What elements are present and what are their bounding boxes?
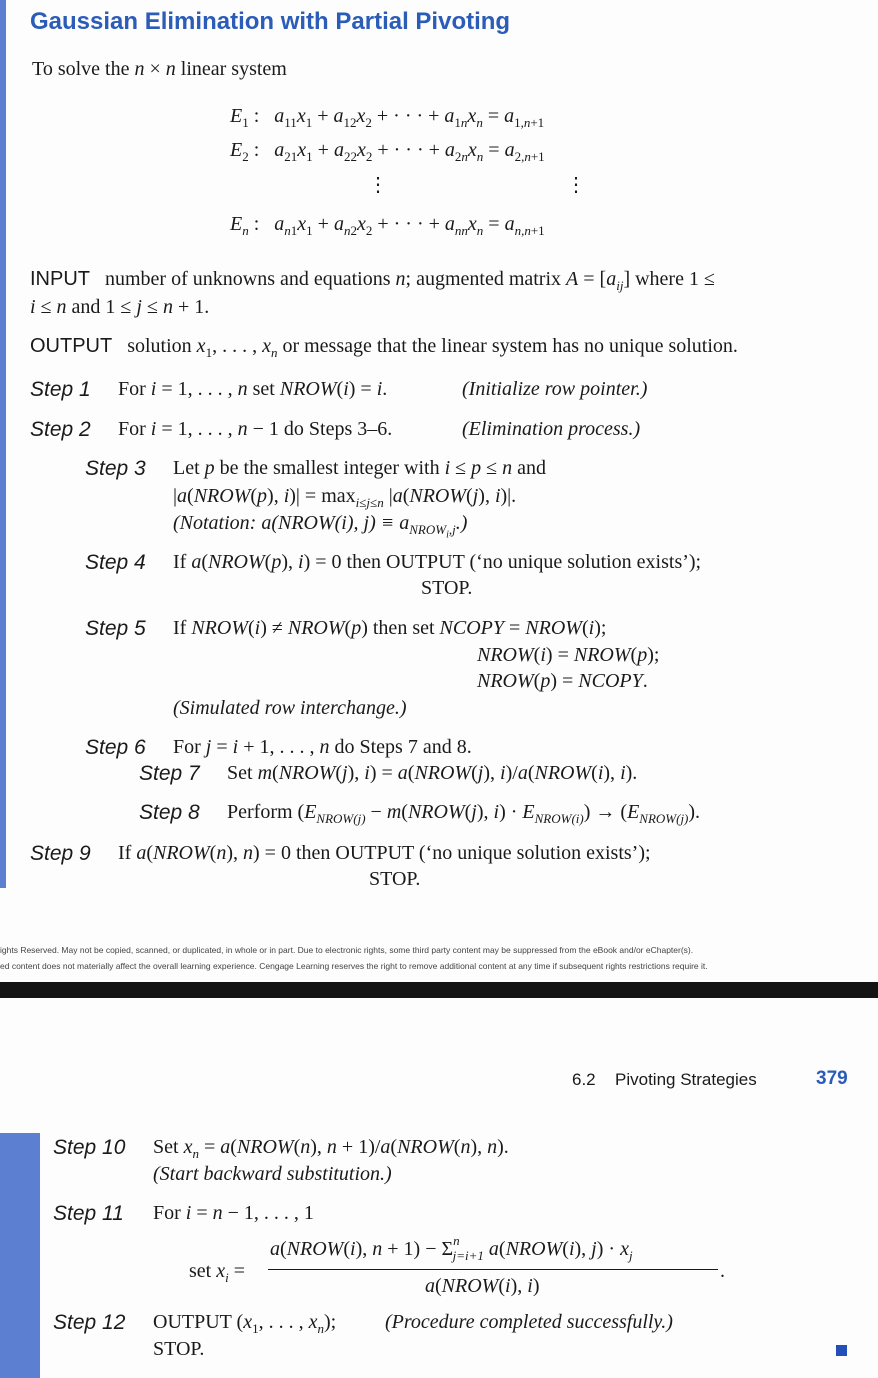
step-6-text: For j = i + 1, . . . , n do Steps 7 and 8. [173,736,472,758]
step-3-line1: Let p be the smallest integer with i ≤ p ≤ n and [173,457,547,479]
end-of-algorithm-icon [836,1345,847,1356]
step-2-note: (Elimination process.) [462,418,641,440]
step-11-denominator: a(NROW(i), i) [425,1275,540,1297]
step-6-label: Step 6 [85,736,146,759]
output-keyword: OUTPUT [30,335,113,357]
equation-E1: $E_1$ : $a_{11}x_1 + a_{12}x_2$ + · · · + $a_{1n}x_n = a_{1,n+1}$ [230,105,545,130]
step-8-label: Step 8 [139,801,200,824]
step-9-line2: STOP. [369,868,421,890]
input-line2: i ≤ n and 1 ≤ j ≤ n + 1. [30,296,210,318]
step-7-text: Set m(NROW(j), i) = a(NROW(j), i)/a(NROW(i), i). [227,762,638,784]
equation-E2: $E_2$ : $a_{21}x_1 + a_{22}x_2$ + · · · + $a_{2n}x_n = a_{2,n+1}$ [230,139,545,164]
step-12-label: Step 12 [53,1311,126,1334]
output-line: OUTPUT solution $x_1$, . . . , $x_n$ or message that the linear system has no unique solution. [30,335,738,360]
step-5-line1: If NROW(i) ≠ NROW(p) then set NCOPY = NROW(i); [173,617,607,639]
step-1-label: Step 1 [30,378,91,401]
step-4-line1: If a(NROW(p), i) = 0 then OUTPUT (‘no unique solution exists’); [173,551,702,573]
step-12-line2: STOP. [153,1338,205,1360]
step-1-note: (Initialize row pointer.) [462,378,648,400]
step-3-line3: (Notation: a(NROW(i), $j) \equiv a_{NROW_i,j}$.) [173,512,468,541]
step-11-fraction-bar [268,1269,718,1270]
step-4-label: Step 4 [85,551,146,574]
step-9-label: Step 9 [30,842,91,865]
page-separator-band [0,982,878,998]
step-12-note: (Procedure completed successfully.) [385,1311,673,1333]
ellipsis-left: ⋮ [368,174,388,196]
step-2-text: For i = 1, . . . , n − 1 do Steps 3–6. [118,418,393,440]
step-2-label: Step 2 [30,418,91,441]
step-5-label: Step 5 [85,617,146,640]
algorithm-title: Gaussian Elimination with Partial Pivoting [30,8,511,35]
copyright-line-2: ed content does not materially affect the overall learning experience. Cengage Learning reserves the right to remove additional content at any time if subsequent rights restrictions require it. [0,961,708,971]
step-5-line3: NROW(p) = NCOPY. [477,670,648,692]
step-7-label: Step 7 [139,762,200,785]
step-8-text: Perform ($E_{NROW(j)}$ − m(NROW(j), $i) \cdot E_{NROW(i)}) \to (E_{NROW(j)})$. [227,801,701,826]
step-3-line2: |a(NROW(p), $i)| = \max_{i\le j\le n}$ |a(NROW(j), i)|. [173,485,517,510]
step-10-label: Step 10 [53,1136,126,1159]
step-10-line1: Set $x_n$ = a(NROW(n), n + 1)/a(NROW(n), n). [153,1136,509,1161]
step-11-period: . [720,1260,725,1282]
page-number: 379 [816,1068,848,1089]
step-10-note: (Start backward substitution.) [153,1163,392,1185]
step-11-label: Step 11 [53,1202,124,1225]
ellipsis-right: ⋮ [566,174,586,196]
step-3-label: Step 3 [85,457,146,480]
page-accent-bar-top [0,0,6,888]
step-4-line2: STOP. [421,577,473,599]
step-5-line2: NROW(i) = NROW(p); [477,644,660,666]
step-12-line1: OUTPUT ($x_1$, . . . , $x_n$); [153,1311,337,1336]
step-1-text: For i = 1, . . . , n set NROW(i) = i. [118,378,388,400]
section-number: 6.2 [572,1070,596,1089]
input-line1: INPUT number of unknowns and equations n; augmented matrix $A = [a_{ij}]$ where 1 ≤ [30,268,715,293]
copyright-line-1: ights Reserved. May not be copied, scanned, or duplicated, in whole or in part. Due to electronic rights, some third party content may be suppressed from the eBook and/or eChapter(s). [0,945,694,955]
intro-text: To solve the n × n linear system [32,58,287,80]
step-9-line1: If a(NROW(n), n) = 0 then OUTPUT (‘no unique solution exists’); [118,842,651,864]
step-11-line1: For i = n − 1, . . . , 1 [153,1202,314,1224]
input-keyword: INPUT [30,268,90,290]
step-5-note: (Simulated row interchange.) [173,697,407,719]
step-11-numerator: a(NROW(i), $n + 1) - \Sigma^n_{j=i+1}$ a(NROW(i), $j) \cdot x_j$ [270,1233,633,1263]
equation-En: $E_n$ : $a_{n1}x_1 + a_{n2}x_2$ + · · · + $a_{nn}x_n = a_{n,n+1}$ [230,213,545,238]
step-11-lhs: set $x_i$ = [189,1260,246,1285]
section-title: Pivoting Strategies [615,1070,757,1089]
page-accent-bar-bottom [0,1133,40,1378]
